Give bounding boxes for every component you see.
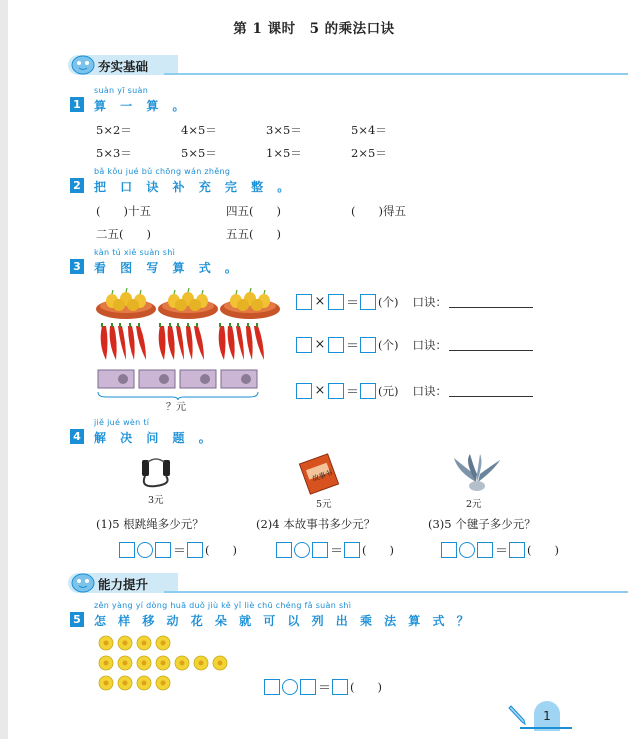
koujue-label: 口诀： xyxy=(412,383,447,398)
price-label: 2元 xyxy=(466,499,482,510)
unit-label: (个) xyxy=(378,294,399,309)
answer-box[interactable] xyxy=(276,542,292,558)
shuttlecock-illustration xyxy=(450,452,504,494)
koujue-label: 口诀： xyxy=(412,337,447,352)
q4-answer-3: ＝ ( ) xyxy=(441,540,559,559)
q3-text: 看 图 写 算 式 。 xyxy=(94,261,242,275)
answer-box[interactable] xyxy=(441,542,457,558)
q1-expr: 5×4＝ xyxy=(351,123,387,137)
q2-item: 五五( ) xyxy=(226,227,281,241)
unit-blank[interactable]: ( ) xyxy=(362,542,394,557)
answer-box[interactable] xyxy=(155,542,171,558)
q5-answer: ＝ ( ) xyxy=(264,677,382,696)
page-number-underline xyxy=(520,727,572,729)
page-title: 第 1 课时 5 的乘法口诀 xyxy=(233,21,395,37)
unit-blank[interactable]: ( ) xyxy=(350,679,382,694)
q4-question-1: (1)5 根跳绳多少元？ xyxy=(96,517,204,531)
book-title: 故事书 xyxy=(311,468,334,484)
answer-box[interactable] xyxy=(328,337,344,353)
answer-box[interactable] xyxy=(300,679,316,695)
pencil-icon xyxy=(506,704,528,726)
answer-box[interactable] xyxy=(477,542,493,558)
chili-peppers-illustration xyxy=(96,322,282,364)
money-total-caption: ？元 xyxy=(166,402,186,413)
q2-text: 把 口 诀 补 充 完 整 。 xyxy=(94,180,295,194)
q4-pinyin: jiě jué wèn tí xyxy=(94,418,150,427)
operator-circle[interactable] xyxy=(294,542,310,558)
q3-number: 3 xyxy=(70,259,84,274)
unit-label: (元) xyxy=(378,383,399,398)
section-label: 能力提升 xyxy=(98,577,149,592)
unit-blank[interactable]: ( ) xyxy=(527,542,559,557)
q5-text: 怎 样 移 动 花 朵 就 可 以 列 出 乘 法 算 式 ？ xyxy=(94,614,473,628)
storybook-illustration xyxy=(296,452,342,496)
q4-answer-2: ＝ ( ) xyxy=(276,540,394,559)
flowers-illustration xyxy=(96,635,238,695)
answer-box[interactable] xyxy=(509,542,525,558)
q3-pinyin: kàn tú xiě suàn shì xyxy=(94,248,176,257)
q1-expr: 2×5＝ xyxy=(351,146,387,160)
q2-item: 四五( ) xyxy=(226,204,281,218)
jump-rope-illustration xyxy=(136,456,178,492)
q2-item: 二五( ) xyxy=(96,227,151,241)
unit-label: (个) xyxy=(378,337,399,352)
pear-plates-illustration xyxy=(96,285,282,321)
book-mascot-icon xyxy=(70,52,96,76)
section-label: 夯实基础 xyxy=(98,59,149,74)
q5-number: 5 xyxy=(70,612,84,627)
price-label: 3元 xyxy=(148,495,164,506)
cloud-mascot-icon xyxy=(70,570,96,594)
q2-item: ( )十五 xyxy=(96,204,151,218)
q4-text: 解 决 问 题 。 xyxy=(94,431,216,445)
answer-box[interactable] xyxy=(312,542,328,558)
q3-row-2: × ＝ (个) 口诀： xyxy=(296,335,533,354)
answer-box[interactable] xyxy=(328,383,344,399)
answer-box[interactable] xyxy=(296,383,312,399)
q5-pinyin: zěn yàng yí dòng huā duǒ jiù kě yǐ liè chū chéng fǎ suàn shì xyxy=(94,601,352,610)
q4-question-2: (2)4 本故事书多少元？ xyxy=(256,517,376,531)
answer-box[interactable] xyxy=(360,294,376,310)
q2-item: ( )得五 xyxy=(351,204,406,218)
price-label: 5元 xyxy=(316,499,332,510)
page-number: 1 xyxy=(534,701,560,731)
q1-expr: 5×3＝ xyxy=(96,146,132,160)
q1-expr: 4×5＝ xyxy=(181,123,217,137)
q1-number: 1 xyxy=(70,97,84,112)
q4-number: 4 xyxy=(70,429,84,444)
page-edge xyxy=(0,0,8,739)
answer-box[interactable] xyxy=(296,337,312,353)
q1-expr: 5×2＝ xyxy=(96,123,132,137)
answer-box[interactable] xyxy=(264,679,280,695)
q1-expr: 5×5＝ xyxy=(181,146,217,160)
section-header-advanced xyxy=(68,573,572,593)
koujue-blank[interactable] xyxy=(449,338,533,351)
q2-number: 2 xyxy=(70,178,84,193)
q1-expr: 1×5＝ xyxy=(266,146,302,160)
banknotes-illustration xyxy=(96,368,262,400)
q3-row-1: × ＝ (个) 口诀： xyxy=(296,292,533,311)
operator-circle[interactable] xyxy=(459,542,475,558)
koujue-blank[interactable] xyxy=(449,295,533,308)
q4-answer-1: ＝ ( ) xyxy=(119,540,237,559)
unit-blank[interactable]: ( ) xyxy=(205,542,237,557)
answer-box[interactable] xyxy=(296,294,312,310)
answer-box[interactable] xyxy=(187,542,203,558)
answer-box[interactable] xyxy=(344,542,360,558)
operator-circle[interactable] xyxy=(137,542,153,558)
q2-pinyin: bǎ kǒu jué bǔ chōng wán zhěng xyxy=(94,167,231,176)
answer-box[interactable] xyxy=(119,542,135,558)
q1-text: 算 一 算 。 xyxy=(94,99,190,113)
answer-box[interactable] xyxy=(360,337,376,353)
q4-question-3: (3)5 个毽子多少元？ xyxy=(428,517,536,531)
answer-box[interactable] xyxy=(360,383,376,399)
q3-row-3: × ＝ (元) 口诀： xyxy=(296,381,533,400)
operator-circle[interactable] xyxy=(282,679,298,695)
answer-box[interactable] xyxy=(332,679,348,695)
koujue-label: 口诀： xyxy=(412,294,447,309)
answer-box[interactable] xyxy=(328,294,344,310)
q1-pinyin: suàn yī suàn xyxy=(94,86,149,95)
q1-expr: 3×5＝ xyxy=(266,123,302,137)
section-header-basic xyxy=(68,55,572,75)
koujue-blank[interactable] xyxy=(449,384,533,397)
